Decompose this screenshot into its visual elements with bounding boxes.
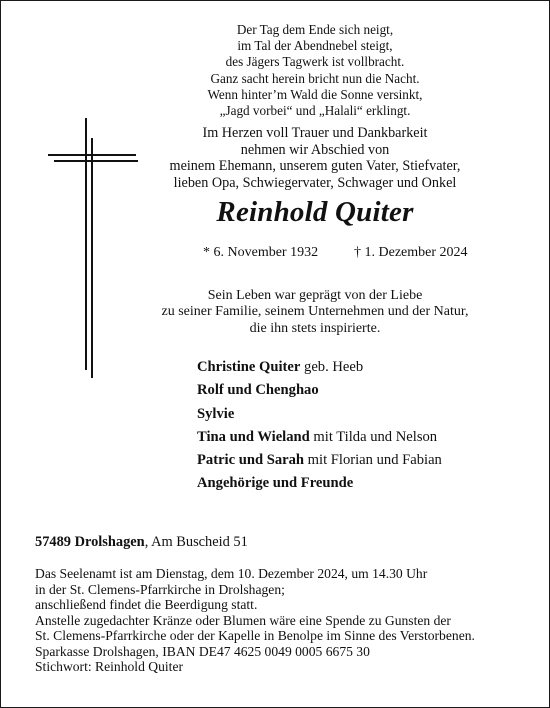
deceased-name: Reinhold Quiter	[216, 196, 414, 228]
mourner-name: Sylvie	[197, 405, 235, 422]
mourner-name: Rolf und Chenghao	[197, 382, 319, 399]
mourner-detail: mit Tilda und Nelson	[309, 428, 438, 445]
life-line: die ihn stets inspirierte.	[249, 320, 381, 336]
mourner-row	[197, 449, 442, 472]
intro-text	[150, 125, 480, 191]
poem-line: Wenn hinter’m Wald die Sonne versinkt,	[207, 86, 423, 102]
intro-line: meinem Ehemann, unserem guten Vater, Stiefvater,	[169, 158, 461, 175]
notice-line: in der St. Clemens-Pfarrkirche in Drolshagen;	[35, 581, 285, 597]
mourner-detail: mit Florian und Fabian	[304, 452, 442, 469]
mourner-detail: geb. Heeb	[300, 359, 364, 375]
life-text	[150, 288, 480, 337]
intro-line: nehmen wir Abschied von	[240, 141, 390, 158]
birth-date: * 6. November 1932	[203, 245, 319, 260]
notice-line: Stichwort: Reinhold Quiter	[35, 659, 184, 674]
notice-line: Das Seelenamt ist am Dienstag, dem 10. Dezember 2024, um 14.30 Uhr	[35, 566, 428, 581]
life-line: Sein Leben war geprägt von der Liebe	[207, 288, 423, 303]
address	[35, 534, 248, 551]
mourner-row	[197, 356, 442, 379]
poem-line: „Jagd vorbei“ und „Halali“ erklingt.	[219, 103, 411, 119]
poem-line: Der Tag dem Ende sich neigt,	[236, 22, 394, 37]
notice-line: Anstelle zugedachter Kränze oder Blumen wäre eine Spende zu Gunsten der	[35, 612, 451, 628]
mourner-name: Angehörige und Freunde	[197, 475, 354, 492]
mourner-name: Patric und Sarah	[197, 452, 305, 469]
notice-line: anschließend findet die Beerdigung statt.	[35, 597, 258, 612]
poem-line: des Jägers Tagwerk ist vollbracht.	[225, 54, 405, 70]
mourner-name: Christine Quiter	[197, 359, 301, 375]
notice-line: Sparkasse Drolshagen, IBAN DE47 4625 0049 0005 6675 30	[35, 643, 370, 659]
intro-line: Im Herzen voll Trauer und Dankbarkeit	[202, 125, 428, 141]
mourner-name: Tina und Wieland	[197, 428, 310, 445]
poem	[120, 22, 510, 119]
life-line: zu seiner Familie, seinem Unternehmen und der Natur,	[161, 304, 469, 320]
funeral-notice	[35, 566, 540, 675]
mourner-row	[197, 426, 442, 449]
mourners-list	[197, 356, 442, 496]
poem-line: Ganz sacht herein bricht nun die Nacht.	[210, 70, 420, 86]
address-street: , Am Buscheid 51	[144, 534, 248, 550]
intro-line: lieben Opa, Schwiegervater, Schwager und Onkel	[173, 174, 457, 191]
cross-icon	[48, 118, 138, 378]
mourner-row	[197, 472, 442, 495]
address-city: 57489 Drolshagen	[35, 534, 145, 550]
notice-line: St. Clemens-Pfarrkirche oder der Kapelle in Benolpe im Sinne des Verstorbenen.	[35, 628, 475, 643]
mourner-row	[197, 403, 442, 426]
mourner-row	[197, 379, 442, 402]
death-date: † 1. Dezember 2024	[354, 245, 468, 260]
poem-line: im Tal der Abendnebel steigt,	[237, 38, 393, 54]
